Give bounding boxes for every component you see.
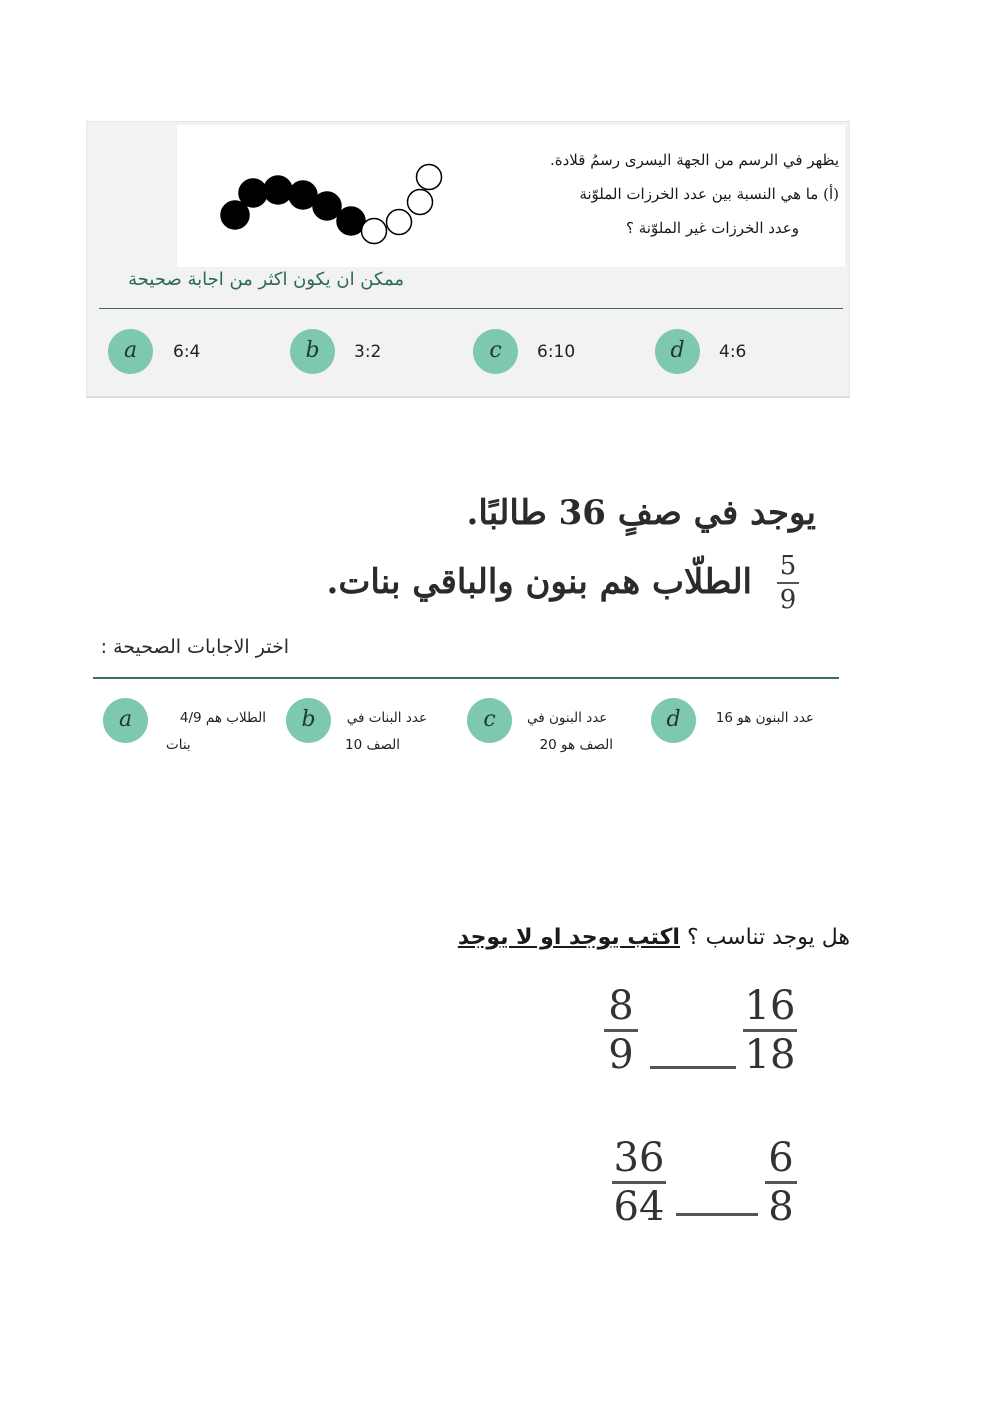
pair-2-left-den: 64	[613, 1184, 665, 1230]
question-1-statement	[499, 153, 839, 255]
uncolored-bead	[362, 219, 387, 244]
uncolored-bead	[408, 190, 433, 215]
pair-2-left-num: 36	[613, 1135, 665, 1181]
option-a-label[interactable]: 6:4	[173, 342, 201, 362]
q2-option-b-line-1: عدد البنات في	[346, 710, 427, 726]
statement-line-3: وعدد الخرزات غير الملوّنة ؟	[626, 219, 799, 237]
option-a-button[interactable]: a	[108, 329, 153, 374]
pair-1-right-num: 16	[744, 983, 796, 1029]
q2-option-a-label[interactable]	[166, 705, 266, 759]
necklace-image	[177, 125, 845, 267]
q2-option-c-button[interactable]: c	[467, 698, 512, 743]
pair-1-left-fraction	[604, 983, 638, 1078]
q2-option-b-button[interactable]: b	[286, 698, 331, 743]
statement-line-1: يظهر في الرسم من الجهة اليسرى رسمُ قلادة.	[550, 151, 839, 169]
question-2-fraction	[777, 553, 799, 613]
pair-1-right-den: 18	[744, 1032, 796, 1078]
q2-option-c-label[interactable]	[527, 705, 613, 759]
pair-2-left-fraction	[612, 1135, 666, 1230]
pair-1-answer-blank[interactable]	[650, 1066, 736, 1069]
q2-option-c-line-1: عدد البنون في	[527, 710, 608, 726]
question-2-line-1: يوجد في صفٍ 36 طالبًا.	[466, 493, 816, 533]
uncolored-bead	[417, 165, 442, 190]
q2-option-a-line-1: الطلاب هم 4/9	[179, 710, 266, 726]
option-b-label[interactable]: 3:2	[354, 342, 382, 362]
pair-2-answer-blank[interactable]	[676, 1213, 758, 1216]
q2-option-c-line-2: الصف هو 20	[539, 737, 613, 753]
option-d-label[interactable]: 4:6	[719, 342, 747, 362]
q2-option-b-label[interactable]	[345, 705, 427, 759]
option-b-button[interactable]: b	[290, 329, 335, 374]
pair-2-right-fraction	[765, 1135, 797, 1230]
question-1-hint: ممكن ان يكون اكثر من اجابة صحيحة	[128, 269, 404, 290]
colored-bead	[313, 192, 341, 220]
option-c-button[interactable]: c	[473, 329, 518, 374]
question-1-card	[86, 121, 850, 398]
q2-option-d-button[interactable]: d	[651, 698, 696, 743]
option-d-button[interactable]: d	[655, 329, 700, 374]
question-2-divider	[93, 677, 839, 679]
question-1-divider	[99, 308, 843, 309]
q2-option-d-label[interactable]	[712, 705, 814, 732]
fraction-denominator: 9	[779, 585, 797, 615]
question-2-line-2: الطلّاب هم بنون والباقي بنات.	[326, 562, 752, 602]
q2-option-d-line-1: عدد البنون هو 16	[715, 710, 814, 726]
question-2-prompt: اختر الاجابات الصحيحة :	[100, 636, 289, 658]
pair-2-right-den: 8	[768, 1184, 794, 1230]
colored-bead	[264, 176, 292, 204]
pair-2-right-num: 6	[768, 1135, 794, 1181]
colored-bead	[239, 179, 267, 207]
option-c-label[interactable]: 6:10	[537, 342, 576, 362]
pair-1-left-num: 8	[608, 983, 634, 1029]
statement-line-2: (أ) ما هي النسبة بين عدد الخرزات الملوّنة	[579, 185, 839, 203]
question-3-title	[458, 925, 850, 950]
question-3-title-plain: هل يوجد تناسب ؟	[686, 925, 850, 950]
q2-option-a-line-2: بنات	[166, 737, 191, 753]
pair-1-right-fraction	[743, 983, 797, 1078]
q2-option-a-button[interactable]: a	[103, 698, 148, 743]
uncolored-bead	[387, 210, 412, 235]
fraction-numerator: 5	[779, 551, 797, 581]
question-3-title-bold: اكتب يوجد او لا يوجد	[457, 925, 680, 950]
q2-option-b-line-2: الصف 10	[345, 737, 401, 753]
fraction-bar	[777, 582, 799, 584]
pair-1-left-den: 9	[608, 1032, 634, 1078]
